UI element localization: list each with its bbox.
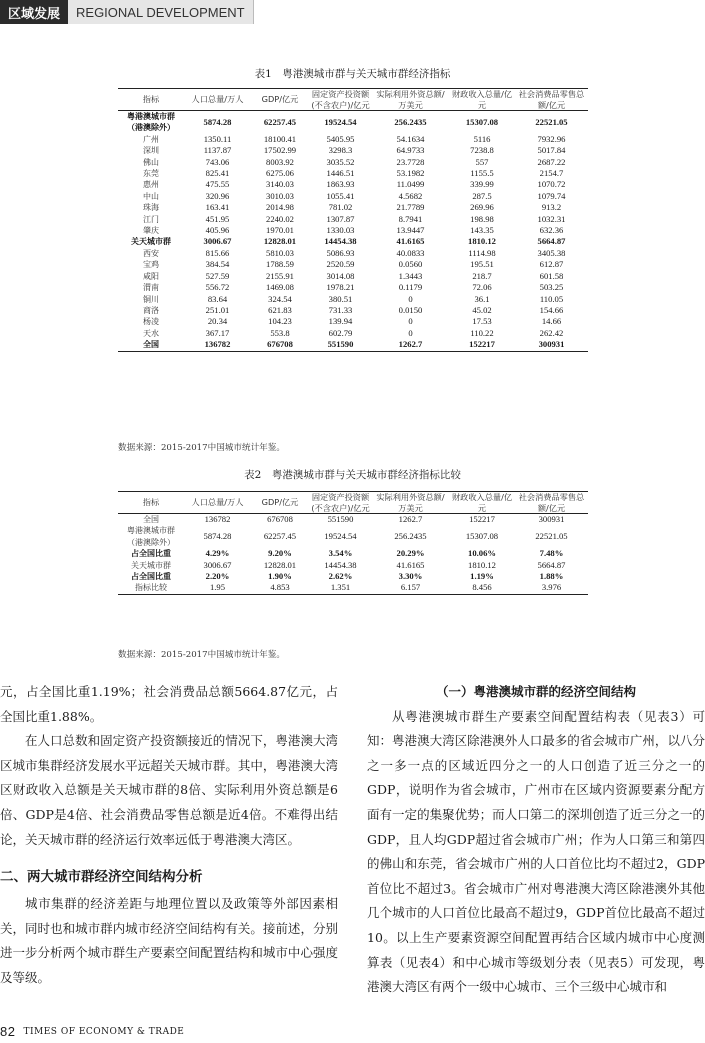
row-label: 全国 bbox=[143, 515, 159, 524]
column-header: 固定资产投资额(不含农户)/亿元 bbox=[309, 492, 372, 514]
table-cell: 262.42 bbox=[539, 327, 564, 338]
table-cell: 15307.08 bbox=[465, 116, 499, 127]
table-cell: 139.94 bbox=[328, 316, 353, 327]
table-cell: 22521.05 bbox=[535, 531, 568, 542]
table-cell: 62257.45 bbox=[263, 531, 297, 542]
table-cell: 23.7728 bbox=[396, 156, 425, 167]
table-row bbox=[118, 316, 588, 327]
table-cell: 3405.38 bbox=[537, 247, 566, 258]
table-cell: 7238.8 bbox=[470, 145, 494, 156]
table-cell: 1330.03 bbox=[326, 225, 355, 236]
table-cell: 913.2 bbox=[541, 202, 562, 213]
table-row bbox=[118, 514, 588, 526]
table-row bbox=[118, 339, 588, 351]
table-row bbox=[118, 525, 588, 548]
table-row bbox=[118, 305, 588, 316]
table-cell: 3298.3 bbox=[328, 145, 353, 156]
table-cell: 1810.12 bbox=[468, 559, 496, 570]
table-cell: 621.83 bbox=[268, 304, 292, 315]
table-cell: 287.5 bbox=[472, 190, 492, 201]
table-cell: 1055.41 bbox=[326, 190, 355, 201]
section-heading: 二、两大城市群经济空间结构分析 bbox=[0, 869, 203, 886]
table-cell: 2.62% bbox=[328, 571, 353, 582]
table-cell: 4.29% bbox=[205, 548, 230, 559]
table-cell: 110.22 bbox=[470, 327, 494, 338]
table-cell: 556.72 bbox=[205, 282, 230, 293]
table-cell: 251.01 bbox=[205, 304, 230, 315]
table-row bbox=[118, 248, 588, 259]
table-cell: 1032.31 bbox=[537, 213, 566, 224]
table-cell: 2014.98 bbox=[266, 202, 294, 213]
page-number: 82 bbox=[0, 1024, 16, 1039]
table-cell: 41.6165 bbox=[396, 236, 425, 247]
table1-source: 数据来源：2015-2017中国城市统计年鉴。 bbox=[118, 443, 285, 453]
right-column bbox=[367, 680, 705, 1000]
table-cell: 8003.92 bbox=[266, 156, 294, 167]
table-cell: 1788.59 bbox=[266, 259, 294, 270]
table-cell: 2520.59 bbox=[326, 259, 355, 270]
table-cell: 3.54% bbox=[328, 548, 353, 559]
table-cell: 3006.67 bbox=[203, 236, 232, 247]
table-cell: 384.54 bbox=[205, 259, 230, 270]
row-label: 深圳 bbox=[143, 146, 159, 156]
table-cell: 11.0499 bbox=[396, 179, 425, 190]
table-cell: 83.64 bbox=[207, 293, 228, 304]
table-cell: 1863.93 bbox=[326, 179, 355, 190]
table-cell: 3140.03 bbox=[266, 179, 294, 190]
table-row bbox=[118, 145, 588, 156]
table-cell: 3010.03 bbox=[266, 190, 294, 201]
table-cell: 143.35 bbox=[470, 225, 494, 236]
paragraph: 城市集群的经济差距与地理位置以及政策等外部因素相关，同时也和城市群内城市经济空间结构有关。接前述，分别进一步分析两个城市群生产要素空间配置结构和城市中心强度及等级。 bbox=[0, 896, 338, 985]
table-cell: 154.66 bbox=[539, 304, 564, 315]
column-header: 人口总量/万人 bbox=[184, 89, 251, 111]
table-cell: 8.456 bbox=[449, 582, 515, 594]
table-cell: 5810.03 bbox=[266, 247, 294, 258]
table-cell: 300931 bbox=[538, 514, 565, 524]
table-cell: 1155.5 bbox=[470, 168, 494, 179]
row-label: 占全国比重 bbox=[131, 572, 171, 582]
column-header: 财政收入总量/亿元 bbox=[449, 492, 515, 514]
table-cell: 3006.67 bbox=[203, 559, 232, 570]
table-cell: 676708 bbox=[251, 339, 309, 351]
table-cell: 676708 bbox=[267, 514, 293, 524]
column-header: GDP/亿元 bbox=[251, 89, 309, 111]
table-cell: 1810.12 bbox=[468, 236, 496, 247]
table-cell: 743.06 bbox=[205, 156, 230, 167]
table-row bbox=[118, 214, 588, 225]
table-cell: 45.02 bbox=[472, 304, 492, 315]
column-header: 实际利用外资总额/万美元 bbox=[372, 89, 449, 111]
table-cell: 5116 bbox=[473, 133, 491, 144]
table-cell: 1137.87 bbox=[203, 145, 232, 156]
subsection-heading: （一）粤港澳城市群的经济空间结构 bbox=[435, 684, 636, 699]
table-cell: 1446.51 bbox=[326, 168, 355, 179]
table-cell: 5086.93 bbox=[326, 247, 355, 258]
table-cell: 1.95 bbox=[184, 582, 251, 594]
table-cell: 20.29% bbox=[396, 548, 425, 559]
table-cell: 7932.96 bbox=[537, 133, 566, 144]
table-cell: 551590 bbox=[309, 339, 372, 351]
row-label: 铜川 bbox=[143, 294, 159, 304]
table-cell: 1.3443 bbox=[398, 270, 423, 281]
table-cell: 0.0150 bbox=[398, 304, 423, 315]
table-cell: 152217 bbox=[469, 514, 495, 524]
table-cell: 5664.87 bbox=[537, 559, 566, 570]
row-label: 渭南 bbox=[143, 283, 159, 293]
column-header: 社会消费品零售总额/亿元 bbox=[515, 89, 588, 111]
table-cell: 5405.95 bbox=[326, 133, 355, 144]
table-row bbox=[118, 191, 588, 202]
table-cell: 0 bbox=[408, 293, 413, 304]
table-cell: 405.96 bbox=[205, 225, 230, 236]
table-cell: 367.17 bbox=[205, 327, 230, 338]
table-row bbox=[118, 134, 588, 145]
table-cell: 8.7941 bbox=[398, 213, 423, 224]
table-cell: 152217 bbox=[449, 339, 515, 351]
table-cell: 612.87 bbox=[539, 259, 564, 270]
table-cell: 256.2435 bbox=[394, 531, 427, 542]
table-cell: 557 bbox=[475, 156, 489, 167]
table-cell: 815.66 bbox=[205, 247, 230, 258]
table-cell: 451.95 bbox=[205, 213, 230, 224]
row-label: 咸阳 bbox=[143, 271, 159, 281]
section-label: REGIONAL DEVELOPMENT bbox=[68, 0, 254, 24]
table-cell: 20.34 bbox=[207, 316, 228, 327]
table-cell: 53.1982 bbox=[396, 168, 425, 179]
table-cell: 632.36 bbox=[539, 225, 564, 236]
table-cell: 19524.54 bbox=[324, 531, 357, 542]
table-cell: 10.06% bbox=[468, 548, 496, 559]
table2-caption: 表2 粤港澳城市群与关天城市群经济指标比较 bbox=[244, 469, 461, 481]
column-header: 人口总量/万人 bbox=[184, 492, 251, 514]
table-cell: 1.88% bbox=[539, 571, 564, 582]
table-cell: 1114.98 bbox=[468, 247, 496, 258]
table-row bbox=[118, 111, 588, 134]
table-cell: 41.6165 bbox=[396, 559, 425, 570]
row-label: 西安 bbox=[143, 248, 159, 258]
table-cell: 7.48% bbox=[539, 548, 564, 559]
table-cell: 503.25 bbox=[539, 282, 564, 293]
table-cell: 1307.87 bbox=[326, 213, 355, 224]
row-label: 关天城市群 bbox=[131, 560, 171, 570]
table-cell: 12828.01 bbox=[263, 236, 297, 247]
row-label: 中山 bbox=[143, 191, 159, 201]
table-cell: 0.1179 bbox=[398, 282, 423, 293]
table-cell: 36.1 bbox=[474, 293, 490, 304]
table-cell: 256.2435 bbox=[394, 116, 427, 127]
table-cell: 475.55 bbox=[205, 179, 230, 190]
table-cell: 3014.08 bbox=[326, 270, 355, 281]
table-cell: 62257.45 bbox=[263, 116, 297, 127]
row-label: 广州 bbox=[143, 134, 159, 144]
table-cell: 4.853 bbox=[251, 582, 309, 594]
table-row bbox=[118, 294, 588, 305]
table-cell: 731.33 bbox=[328, 304, 353, 315]
row-label: 占全国比重 bbox=[131, 549, 171, 559]
table-cell: 17.53 bbox=[472, 316, 492, 327]
row-label: 宝鸡 bbox=[143, 260, 159, 270]
table-cell: 9.20% bbox=[268, 548, 292, 559]
table-cell: 527.59 bbox=[205, 270, 230, 281]
table-cell: 14454.38 bbox=[324, 559, 357, 570]
table-cell: 3.976 bbox=[515, 582, 588, 594]
table-cell: 825.41 bbox=[205, 168, 230, 179]
table-cell: 551590 bbox=[327, 514, 354, 524]
column-header: 固定资产投资额(不含农户)/亿元 bbox=[309, 89, 372, 111]
table-row bbox=[118, 282, 588, 293]
table-row bbox=[118, 582, 588, 594]
table-cell: 1970.01 bbox=[266, 225, 294, 236]
table1-caption: 表1 粤港澳城市群与关天城市群经济指标 bbox=[254, 68, 451, 80]
table-cell: 2155.91 bbox=[266, 270, 294, 281]
table-cell: 1.351 bbox=[309, 582, 372, 594]
table-row bbox=[118, 560, 588, 571]
table-row bbox=[118, 571, 588, 582]
table-cell: 22521.05 bbox=[535, 116, 568, 127]
table-cell: 781.02 bbox=[328, 202, 353, 213]
journal-name: TIMES OF ECONOMY & TRADE bbox=[23, 1026, 185, 1037]
table-row bbox=[118, 548, 588, 559]
row-label: 肇庆 bbox=[143, 226, 159, 236]
row-label: 指标比较 bbox=[118, 582, 184, 594]
table-cell: 601.58 bbox=[539, 270, 564, 281]
table2-source: 数据来源：2015-2017中国城市统计年鉴。 bbox=[118, 650, 285, 660]
row-label: 关天城市群 bbox=[131, 237, 171, 247]
table-cell: 72.06 bbox=[472, 282, 492, 293]
table-cell: 0 bbox=[408, 327, 413, 338]
table-cell: 324.54 bbox=[268, 293, 292, 304]
table-cell: 269.96 bbox=[470, 202, 494, 213]
table-cell: 110.05 bbox=[539, 293, 564, 304]
left-column bbox=[0, 680, 338, 991]
table-cell: 195.51 bbox=[470, 259, 494, 270]
table-cell: 2240.02 bbox=[266, 213, 294, 224]
table-cell: 15307.08 bbox=[465, 531, 499, 542]
table-cell: 320.96 bbox=[205, 190, 230, 201]
column-header: 财政收入总量/亿元 bbox=[449, 89, 515, 111]
table-cell: 198.98 bbox=[470, 213, 494, 224]
table-row bbox=[118, 179, 588, 190]
page-header bbox=[0, 0, 254, 24]
table-cell: 300931 bbox=[515, 339, 588, 351]
table-cell: 1469.08 bbox=[266, 282, 294, 293]
table-cell: 14.66 bbox=[541, 316, 562, 327]
category-label: 区域发展 bbox=[0, 0, 68, 24]
table-row bbox=[118, 259, 588, 270]
paragraph: 在人口总数和固定资产投资额接近的情况下，粤港澳大湾区城市集群经济发展水平远超关天城市群。其中，粤港澳大湾区财政收入总额是关天城市群的8倍、实际利用外资总额是6倍、GDP是4倍、社会消费品零售总额是近4倍。不难得出结论，关天城市群的经济运行效率远低于粤港澳大湾区。 bbox=[0, 733, 338, 847]
table-row bbox=[118, 168, 588, 179]
table-cell: 1079.74 bbox=[537, 190, 566, 201]
table-row bbox=[118, 202, 588, 213]
row-label: 杨凌 bbox=[143, 317, 159, 327]
table-cell: 54.1634 bbox=[396, 133, 425, 144]
paragraph: 从粤港澳城市群生产要素空间配置结构表（见表3）可知：粤港澳大湾区除港澳外人口最多的省会城市广州，以八分之一多一点的区域近四分之一的人口创造了近三分之一的GDP，说明作为省会城市，广州市在区域内资源要素分配方面有一定的集聚优势；而人口第二的深圳创造了近三分之一的GDP，且人均GDP超过省会城市广州；作为人口第三和第四的佛山和东莞，省会城市广州的人口首位比均不超过2，GDP首位比不超过3。省会城市广州对粤港澳大湾区除港澳外其他几个城市的人口首位比最高不超过9，GDP首位比最高不超过10。以上生产要素资源空间配置再结合区域内城市中心度测算表（见表4）和中心城市等级划分表（见表5）可发现，粤港澳大湾区有两个一级中心城市、三个三级中心城市和 bbox=[367, 708, 705, 995]
table-cell: 0 bbox=[408, 316, 413, 327]
row-label: 天水 bbox=[143, 328, 159, 338]
paragraph: 元，占全国比重1.19%；社会消费品总额5664.87亿元，占全国比重1.88%。 bbox=[0, 684, 338, 724]
table1 bbox=[118, 88, 588, 352]
table1-header-row bbox=[118, 89, 588, 111]
row-label: 商洛 bbox=[143, 305, 159, 315]
table-cell: 553.8 bbox=[270, 327, 290, 338]
table-cell: 163.41 bbox=[205, 202, 230, 213]
table-cell: 21.7789 bbox=[396, 202, 425, 213]
column-header: 指标 bbox=[118, 492, 184, 514]
row-label: 粤港澳城市群（港澳除外） bbox=[127, 526, 175, 547]
table-cell: 136782 bbox=[184, 339, 251, 351]
table-cell: 380.51 bbox=[328, 293, 353, 304]
table-cell: 2.20% bbox=[205, 571, 230, 582]
table-cell: 5874.28 bbox=[203, 531, 232, 542]
column-header: 指标 bbox=[118, 89, 184, 111]
table2-header-row bbox=[118, 492, 588, 514]
table-cell: 5664.87 bbox=[537, 236, 566, 247]
table-cell: 5874.28 bbox=[203, 116, 232, 127]
table-cell: 5017.84 bbox=[537, 145, 566, 156]
table-cell: 1.19% bbox=[470, 571, 494, 582]
table-cell: 104.23 bbox=[268, 316, 292, 327]
row-label: 东莞 bbox=[143, 169, 159, 179]
table-row bbox=[118, 157, 588, 168]
table-cell: 1350.11 bbox=[203, 133, 232, 144]
table-cell: 13.9447 bbox=[396, 225, 425, 236]
table-cell: 2154.7 bbox=[539, 168, 564, 179]
table-cell: 1262.7 bbox=[372, 339, 449, 351]
page-footer bbox=[0, 1024, 184, 1039]
table-cell: 602.79 bbox=[328, 327, 353, 338]
table-cell: 18100.41 bbox=[263, 133, 297, 144]
table-cell: 1262.7 bbox=[398, 514, 423, 524]
table-cell: 136782 bbox=[204, 514, 231, 524]
row-label: 全国 bbox=[118, 339, 184, 351]
table-cell: 14454.38 bbox=[324, 236, 357, 247]
table-row bbox=[118, 236, 588, 247]
table-cell: 2687.22 bbox=[537, 156, 566, 167]
table-cell: 3035.52 bbox=[326, 156, 355, 167]
table-cell: 1978.21 bbox=[326, 282, 355, 293]
table-cell: 1070.72 bbox=[537, 179, 566, 190]
column-header: 社会消费品零售总额/亿元 bbox=[515, 492, 588, 514]
table-row bbox=[118, 225, 588, 236]
table-cell: 12828.01 bbox=[263, 559, 297, 570]
row-label: 珠海 bbox=[143, 203, 159, 213]
table-cell: 0.0560 bbox=[398, 259, 423, 270]
table-row bbox=[118, 271, 588, 282]
table-cell: 218.7 bbox=[472, 270, 492, 281]
table-cell: 19524.54 bbox=[324, 116, 357, 127]
table-cell: 64.9733 bbox=[396, 145, 425, 156]
table-cell: 4.5682 bbox=[398, 190, 423, 201]
table-cell: 3.30% bbox=[398, 571, 423, 582]
table-row bbox=[118, 328, 588, 339]
column-header: GDP/亿元 bbox=[251, 492, 309, 514]
table-cell: 17502.99 bbox=[263, 145, 297, 156]
column-header: 实际利用外资总额/万美元 bbox=[372, 492, 449, 514]
row-label: 江门 bbox=[143, 214, 159, 224]
row-label: 惠州 bbox=[143, 180, 159, 190]
table-cell: 6.157 bbox=[372, 582, 449, 594]
table-cell: 6275.06 bbox=[266, 168, 294, 179]
table-cell: 40.0833 bbox=[396, 247, 425, 258]
row-label: 粤港澳城市群（港澳除外） bbox=[127, 112, 175, 133]
table2 bbox=[118, 491, 588, 595]
row-label: 佛山 bbox=[143, 157, 159, 167]
table-cell: 339.99 bbox=[470, 179, 494, 190]
table-cell: 1.90% bbox=[268, 571, 292, 582]
